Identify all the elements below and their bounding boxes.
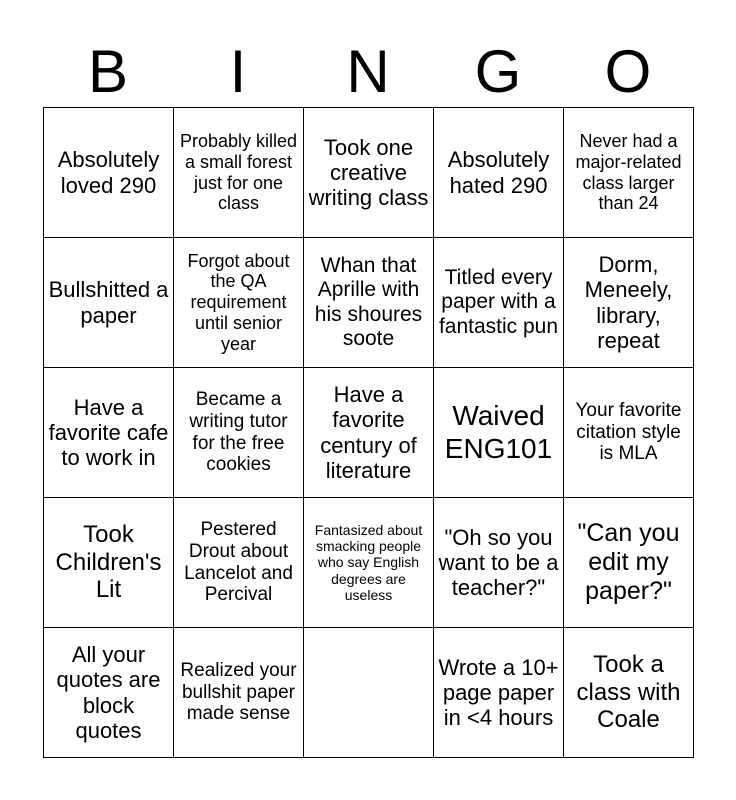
bingo-cell[interactable] [304,628,434,758]
bingo-cell[interactable]: Dorm, Meneely, library, repeat [564,238,694,368]
bingo-cell[interactable]: Pestered Drout about Lancelot and Percival [174,498,304,628]
header-letter-o: O [604,38,652,105]
bingo-cell[interactable]: Absolutely hated 290 [434,108,564,238]
bingo-cell[interactable]: Your favorite citation style is MLA [564,368,694,498]
bingo-cell[interactable]: Whan that Aprille with his shoures soote [304,238,434,368]
bingo-cell[interactable]: Have a favorite cafe to work in [44,368,174,498]
header-letter-n: N [346,38,390,105]
bingo-cell[interactable]: Took Children's Lit [44,498,174,628]
bingo-cell[interactable]: Probably killed a small forest just for one class [174,108,304,238]
board-row [44,498,694,628]
bingo-cell[interactable]: Became a writing tutor for the free cookies [174,368,304,498]
board-row [44,238,694,368]
header-letter-g: G [474,38,522,105]
bingo-cell[interactable]: Absolutely loved 290 [44,108,174,238]
bingo-cell[interactable]: Fantasized about smacking people who say English degrees are useless [304,498,434,628]
board-row [44,628,694,758]
bingo-cell[interactable]: Took one creative writing class [304,108,434,238]
header-letter-b: B [87,38,129,105]
board-row [44,108,694,238]
bingo-cell[interactable]: Never had a major-related class larger than 24 [564,108,694,238]
bingo-cell[interactable]: Titled every paper with a fantastic pun [434,238,564,368]
bingo-cell[interactable]: Forgot about the QA requirement until senior year [174,238,304,368]
bingo-cell[interactable]: Took a class with Coale [564,628,694,758]
bingo-cell[interactable]: Have a favorite century of literature [304,368,434,498]
header-letter-i: I [229,38,247,105]
bingo-cell[interactable]: Waived ENG101 [434,368,564,498]
board-row [44,368,694,498]
bingo-cell[interactable]: Wrote a 10+ page paper in <4 hours [434,628,564,758]
bingo-board [43,107,694,758]
bingo-cell[interactable]: Bullshitted a paper [44,238,174,368]
bingo-cell[interactable]: Realized your bullshit paper made sense [174,628,304,758]
bingo-cell[interactable]: "Oh so you want to be a teacher?" [434,498,564,628]
bingo-header [43,40,693,104]
bingo-cell[interactable]: "Can you edit my paper?" [564,498,694,628]
bingo-cell[interactable]: All your quotes are block quotes [44,628,174,758]
